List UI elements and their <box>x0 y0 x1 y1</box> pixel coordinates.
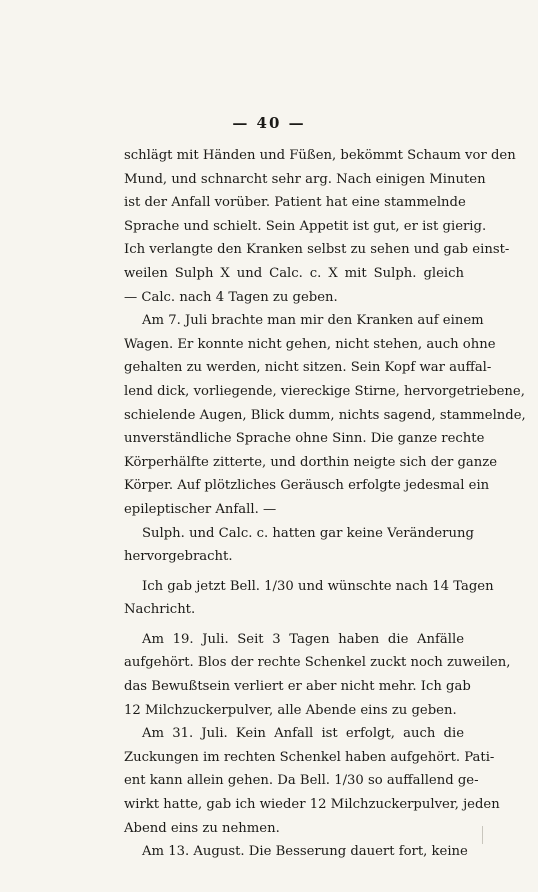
text-line: Körper. Auf plötzliches Geräusch erfolgte jedesmal ein <box>124 478 490 494</box>
text-line: Sprache und schielt. Sein Appetit ist gut, er ist gierig. <box>124 218 487 234</box>
text-line: Wagen. Er konnte nicht gehen, nicht stehen, auch ohne <box>124 336 496 352</box>
page-number: — 40 — <box>232 114 306 132</box>
text-line: hervorgebracht. <box>124 549 233 565</box>
text-line: unverständliche Sprache ohne Sinn. Die ganze rechte <box>124 431 485 447</box>
text-line: wirkt hatte, gab ich wieder 12 Milchzuckerpulver, jeden <box>124 797 500 813</box>
page-edge-mark <box>482 826 483 844</box>
text-line: gehalten zu werden, nicht sitzen. Sein Kopf war auffal- <box>124 360 492 376</box>
text-line: Körperhälfte zitterte, und dorthin neigte sich der ganze <box>124 454 498 470</box>
text-line: lend dick, vorliegende, viereckige Stirne, hervorgetriebene, <box>124 383 525 399</box>
text-line: Ich verlangte den Kranken selbst zu sehen und gab einst- <box>124 242 510 258</box>
text-line: aufgehört. Blos der rechte Schenkel zuckt noch zuweilen, <box>124 655 511 671</box>
text-line: ist der Anfall vorüber. Patient hat eine stammelnde <box>124 195 466 211</box>
paragraph-2 <box>124 309 526 569</box>
paragraph-5 <box>124 722 500 840</box>
paragraph-4 <box>124 628 511 722</box>
text-line: Am 7. Juli brachte man mir den Kranken auf einem <box>142 313 484 329</box>
text-line: Zuckungen im rechten Schenkel haben aufgehört. Pati- <box>124 749 495 765</box>
text-line: Am 19. Juli. Seit 3 Tagen haben die Anfälle <box>142 631 464 647</box>
text-line: Ich gab jetzt Bell. 1/30 und wünschte nach 14 Tagen <box>142 578 494 594</box>
text-line: schlägt mit Händen und Füßen, bekömmt Schaum vor den <box>124 148 516 163</box>
text-line: Am 31. Juli. Kein Anfall ist erfolgt, auch die <box>142 726 464 742</box>
text-line: — Calc. nach 4 Tagen zu geben. <box>124 289 338 305</box>
text-line: Abend eins zu nehmen. <box>124 820 280 836</box>
paragraph-6 <box>124 840 468 864</box>
text-line: das Bewußtsein verliert er aber nicht mehr. Ich gab <box>124 679 471 695</box>
paragraph-1 <box>124 144 516 309</box>
text-line: Am 13. August. Die Besserung dauert fort, keine <box>142 844 468 860</box>
text-line: ent kann allein gehen. Da Bell. 1/30 so auffallend ge- <box>124 773 479 789</box>
text-line: 12 Milchzuckerpulver, alle Abende eins zu geben. <box>124 702 457 718</box>
text-line: schielende Augen, Blick dumm, nichts sagend, stammelnde, <box>124 407 526 423</box>
text-line: Mund, und schnarcht sehr arg. Nach einigen Minuten <box>124 171 486 187</box>
text-line: epileptischer Anfall. — <box>124 501 277 517</box>
body-text <box>124 144 526 864</box>
text-line: Nachricht. <box>124 602 196 618</box>
text-line: weilen Sulph X und Calc. c. X mit Sulph. gleich <box>124 265 464 281</box>
text-line: Sulph. und Calc. c. hatten gar keine Veränderung <box>142 525 474 541</box>
paragraph-3 <box>124 575 494 622</box>
